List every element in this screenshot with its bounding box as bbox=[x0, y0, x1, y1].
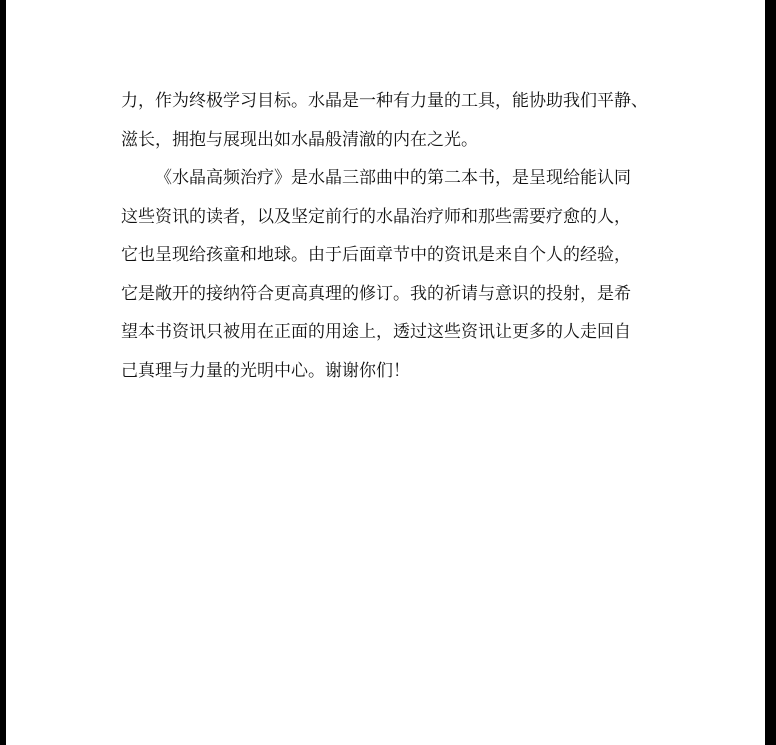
text-line: 它也呈现给孩童和地球。由于后面章节中的资讯是来自个人的经验， bbox=[121, 245, 631, 265]
paragraph-first-line: 《水晶高频治疗》是水晶三部曲中的第二本书，是呈现给能认同 bbox=[155, 168, 631, 188]
body-text bbox=[121, 82, 681, 390]
text-line: 这些资讯的读者，以及坚定前行的水晶治疗师和那些需要疗愈的人， bbox=[121, 206, 631, 227]
text-line: 滋长，拥抱与展现出如水晶般清澈的内在之光。 bbox=[121, 129, 478, 150]
text-line: 它是敞开的接纳符合更高真理的修订。我的祈请与意识的投射，是希 bbox=[121, 283, 631, 304]
text-line: 望本书资讯只被用在正面的用途上，透过这些资讯让更多的人走回自 bbox=[121, 322, 631, 342]
document-page bbox=[6, 0, 765, 745]
text-line: 己真理与力量的光明中心。谢谢你们！ bbox=[121, 360, 410, 381]
text-line: 力，作为终极学习目标。水晶是一种有力量的工具，能协助我们平静、 bbox=[121, 91, 648, 111]
